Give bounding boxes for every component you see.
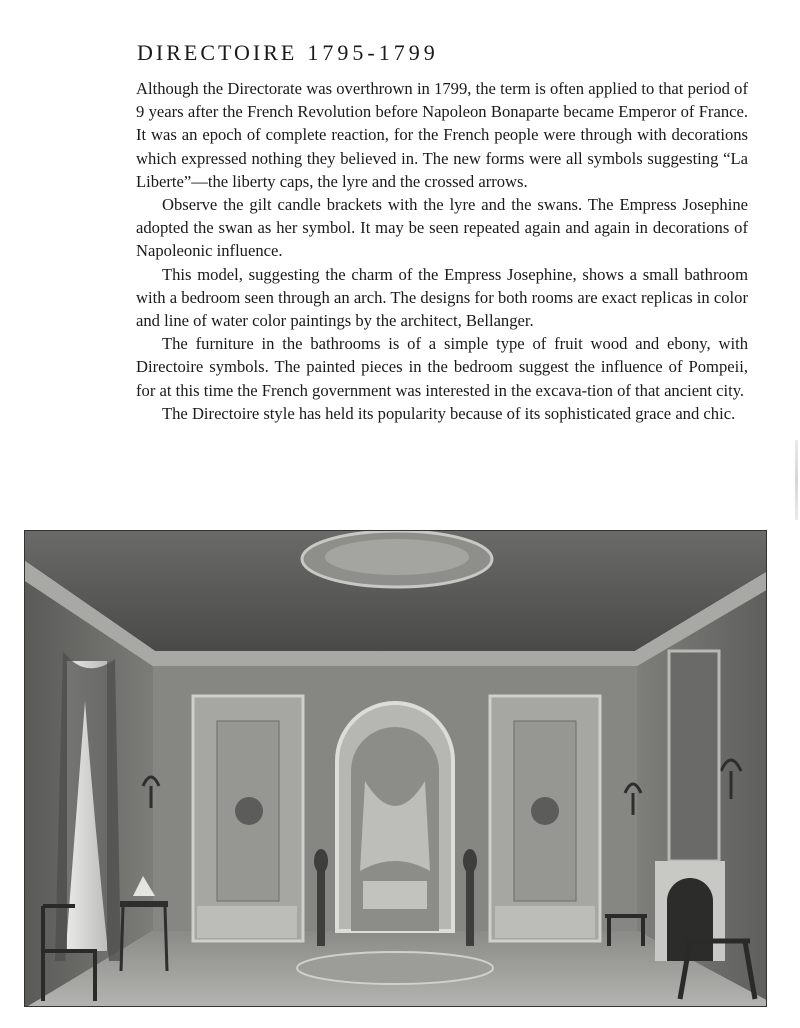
bedroom-daybed: [363, 881, 427, 909]
left-urn: [314, 849, 328, 873]
left-pedestal: [317, 871, 325, 946]
side-table: [120, 901, 168, 907]
paragraph: The Directoire style has held its popularity because of its sophisticated grace and chic.: [162, 403, 736, 423]
paragraph: The furniture in the bathrooms is of a simple type of fruit wood and ebony, with Directoire symbols. The painted pieces in the bedroom suggest the influence of Pompeii, for at this time the French government was interested in the excava-tion of that ancient city.: [136, 334, 748, 400]
right-urn: [463, 849, 477, 873]
left-bench: [197, 906, 297, 938]
room-photograph: [24, 530, 767, 1007]
paragraph: This model, suggesting the charm of the Empress Josephine, shows a small bathroom with a bedroom seen through an arch. The designs for both rooms are exact replicas in color and line of water color paintings by the architect, Bellanger.: [136, 264, 748, 331]
body-text: [136, 77, 748, 425]
right-panel-medallion: [531, 797, 559, 825]
paragraph: Observe the gilt candle brackets with the lyre and the swans. The Empress Josephine adopted the swan as her symbol. It may be seen repeated again and again in decorations of Napoleonic influence.: [136, 195, 748, 261]
right-bench: [495, 906, 595, 938]
left-panel-medallion: [235, 797, 263, 825]
heading-title: DIRECTOIRE: [137, 40, 298, 65]
sunken-bath: [297, 952, 493, 984]
paragraph: Although the Directorate was overthrown in 1799, the term is often applied to that period of 9 years after the French Revolution before Napoleon Bonaparte became Emperor of France. It was an epoch of complete reaction, for the French people were through with decorations which expressed nothing they believed in. The new forms were all symbols suggesting “La Liberte”—the liberty caps, the lyre and the crossed arrows.: [136, 79, 748, 191]
heading-years: 1795-1799: [307, 40, 439, 65]
skylight-inner: [325, 539, 469, 575]
page-heading: [137, 40, 439, 66]
room-illustration: [25, 531, 767, 1007]
right-pedestal: [466, 871, 474, 946]
wall-mirror: [669, 651, 719, 861]
page-edge-shadow: [795, 440, 798, 520]
